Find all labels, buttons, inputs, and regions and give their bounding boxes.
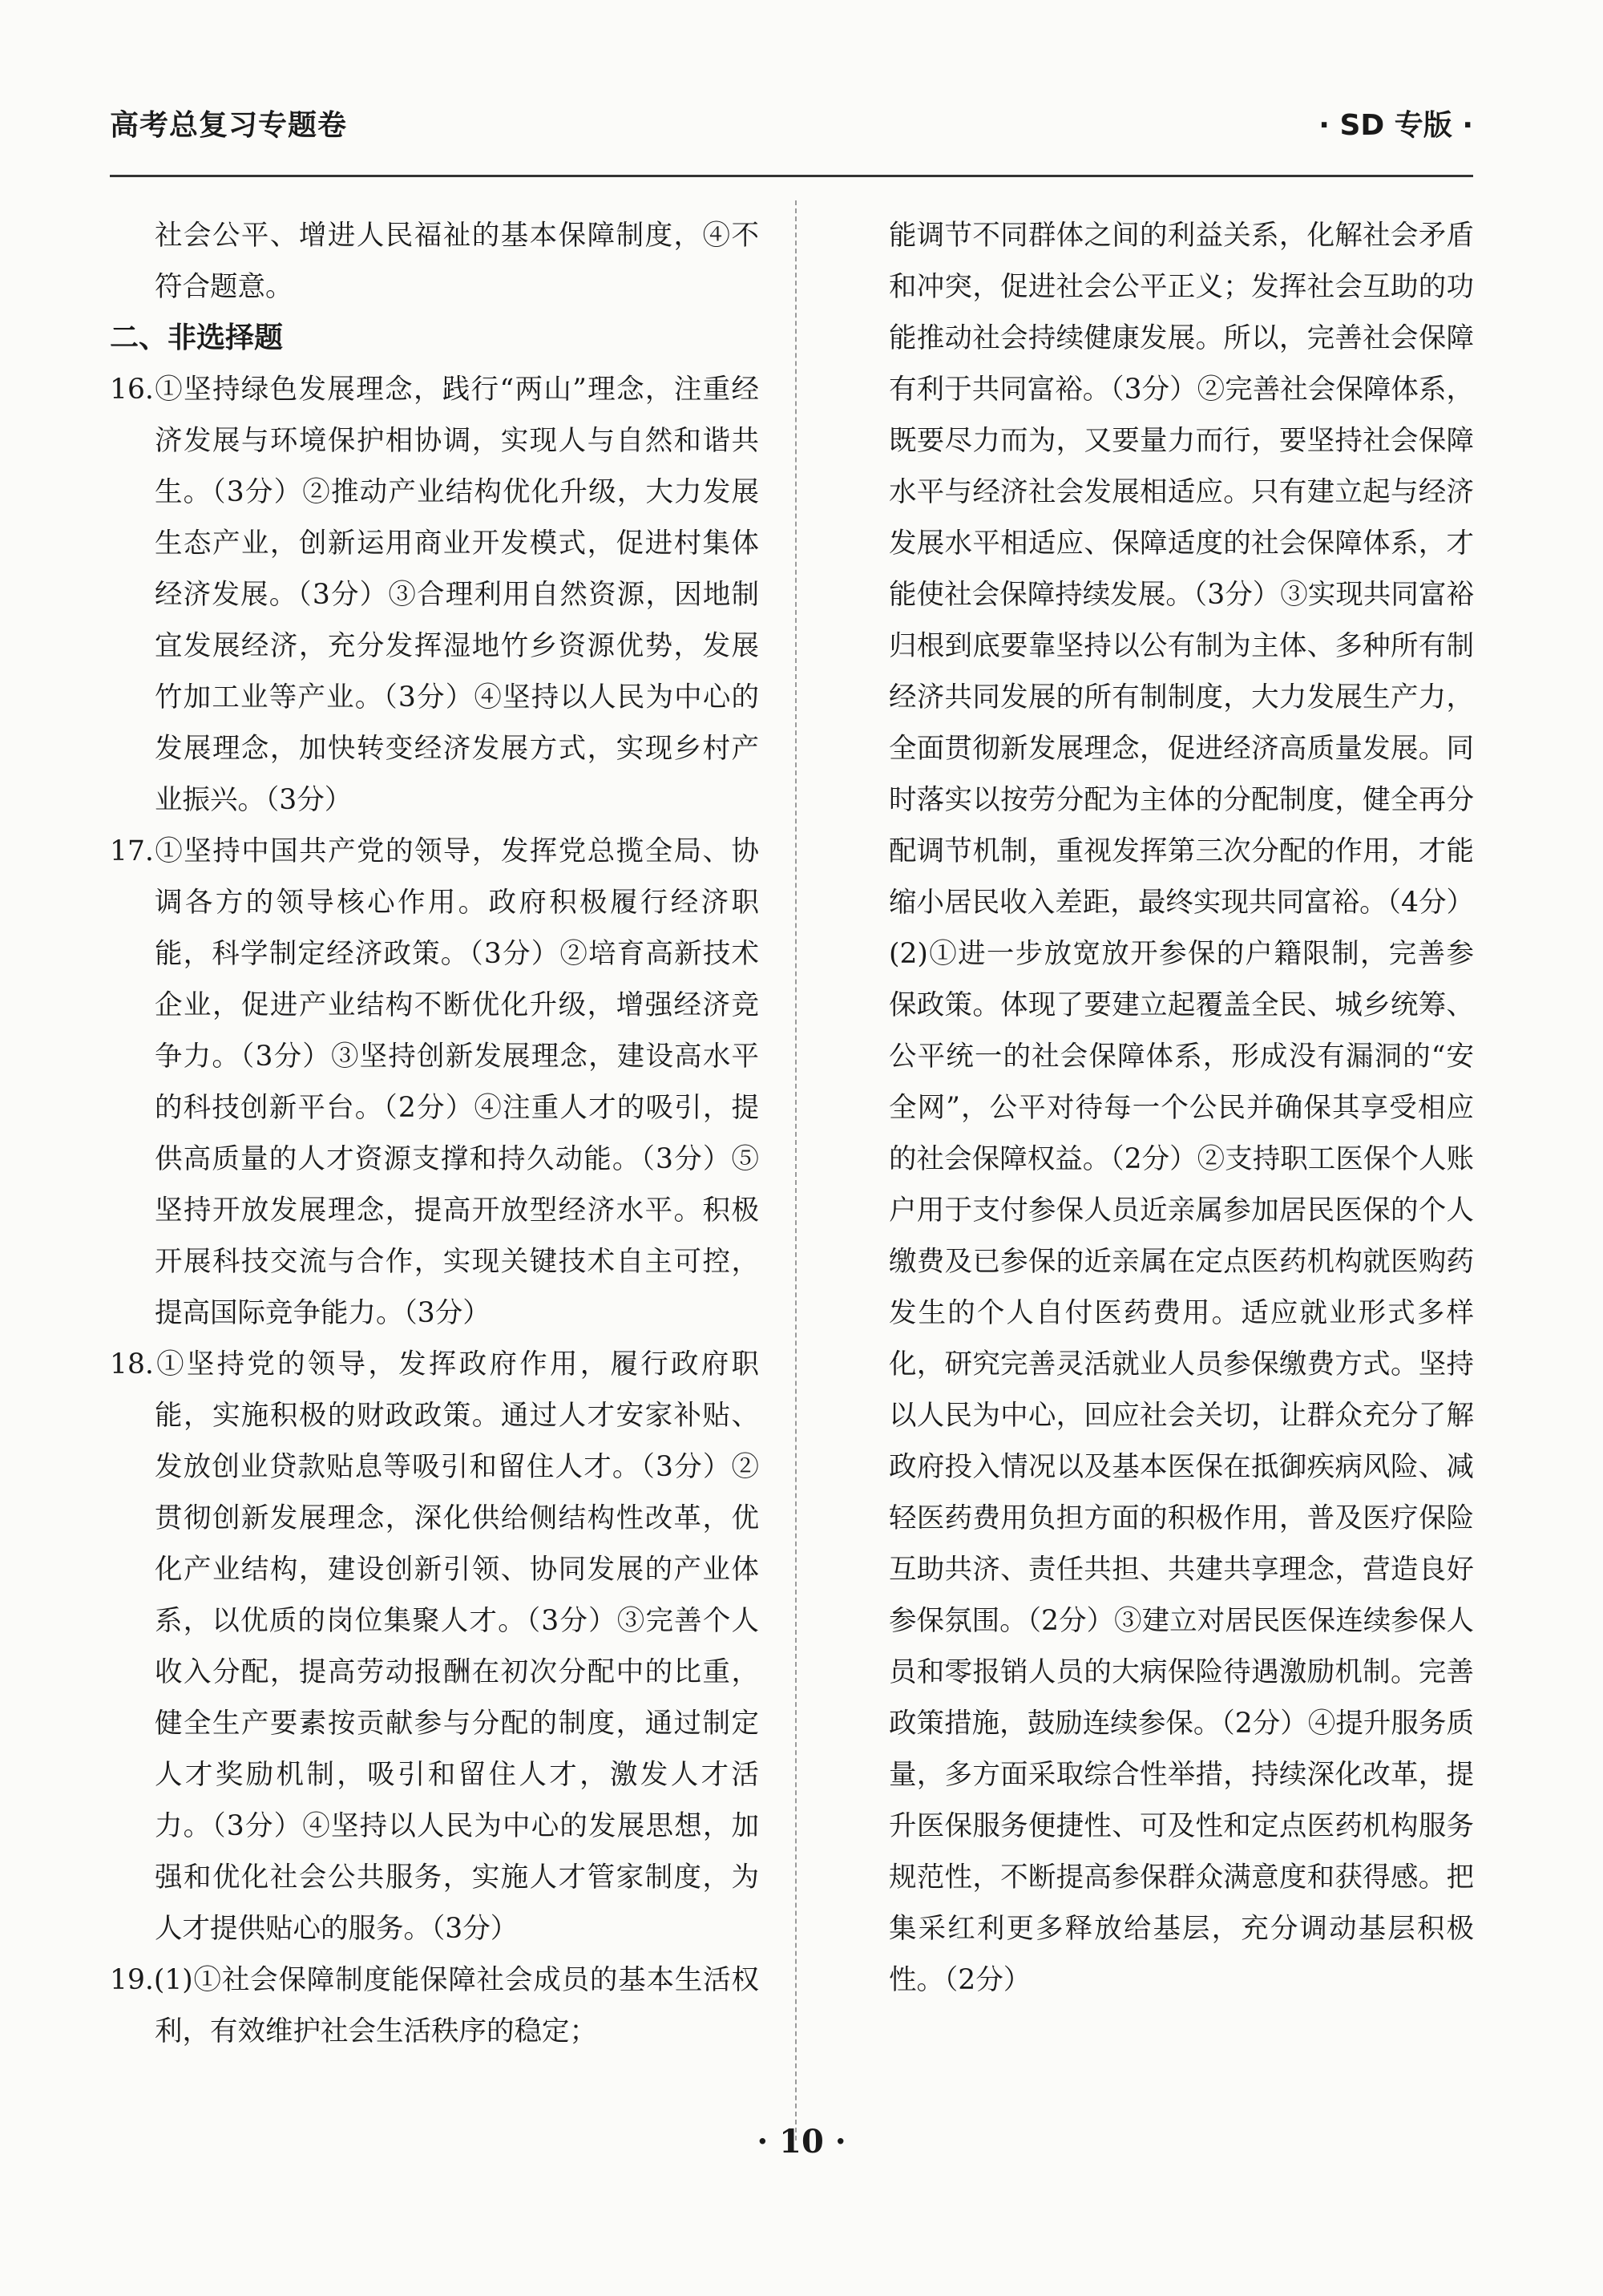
answer-17: 17.①坚持中国共产党的领导，发挥党总揽全局、协调各方的领导核心作用。政府积极履行经济职能，科学制定经济政策。（3分）②培育高新技术企业，促进产业结构不断优化升级，增强经济竞争力。（3分）③坚持创新发展理念，建设高水平的科技创新平台。（2分）④注重人才的吸引，提供高质量的人才资源支撑和持久动能。（3分）⑤坚持开放发展理念，提高开放型经济水平。积极开展科技交流与合作，实现关键技术自主可控，提高国际竞争能力。（3分） xyxy=(110,835,759,1329)
column-divider xyxy=(795,200,797,2140)
section-title: 二、非选择题 xyxy=(110,321,284,354)
page-number: · 10 · xyxy=(757,2123,846,2161)
edition-label: · SD 专版 · xyxy=(1318,109,1473,142)
intro-paragraph: 社会公平、增进人民福祉的基本保障制度，④不符合题意。 xyxy=(155,220,759,303)
answer-18: 18.①坚持党的领导，发挥政府作用，履行政府职能，实施积极的财政政策。通过人才安家补贴、发放创业贷款贴息等吸引和留住人才。（3分）②贯彻创新发展理念，深化供给侧结构性改革，优化产业结构，建设创新引领、协同发展的产业体系，以优质的岗位集聚人才。（3分）③完善个人收入分配，提高劳动报酬在初次分配中的比重，健全生产要素按贡献参与分配的制度，通过制定人才奖励机制，吸引和留住人才，激发人才活力。（3分）④坚持以人民为中心的发展思想，加强和优化社会公共服务，实施人才管家制度，为人才提供贴心的服务。（3分） xyxy=(110,1348,759,1945)
right-column xyxy=(844,210,1474,2006)
left-column xyxy=(110,210,759,2057)
answer-19-part1: 19.(1)①社会保障制度能保障社会成员的基本生活权利，有效维护社会生活秩序的稳定； xyxy=(110,1964,759,2047)
header-title: 高考总复习专题卷 xyxy=(110,109,348,142)
answer-19-continued: 能调节不同群体之间的利益关系，化解社会矛盾和冲突，促进社会公平正义；发挥社会互助的功能推动社会持续健康发展。所以，完善社会保障有利于共同富裕。（3分）②完善社会保障体系，既要尽力而为，又要量力而行，要坚持社会保障水平与经济社会发展相适应。只有建立起与经济发展水平相适应、保障适度的社会保障体系，才能使社会保障持续发展。（3分）③实现共同富裕归根到底要靠坚持以公有制为主体、多种所有制经济共同发展的所有制制度，大力发展生产力，全面贯彻新发展理念，促进经济高质量发展。同时落实以按劳分配为主体的分配制度，健全再分配调节机制，重视发挥第三次分配的作用，才能缩小居民收入差距，最终实现共同富裕。（4分）(2)①进一步放宽放开参保的户籍限制，完善参保政策。体现了要建立起覆盖全民、城乡统筹、公平统一的社会保障体系，形成没有漏洞的“安全网”，公平对待每一个公民并确保其享受相应的社会保障权益。（2分）②支持职工医保个人账户用于支付参保人员近亲属参加居民医保的个人缴费及已参保的近亲属在定点医药机构就医购药发生的个人自付医药费用。适应就业形式多样化，研究完善灵活就业人员参保缴费方式。坚持以人民为中心，回应社会关切，让群众充分了解政府投入情况以及基本医保在抵御疾病风险、减轻医药费用负担方面的积极作用，普及医疗保险互助共济、责任共担、共建共享理念，营造良好参保氛围。（2分）③建立对居民医保连续参保人员和零报销人员的大病保险待遇激励机制。完善政策措施，鼓励连续参保。（2分）④提升服务质量，多方面采取综合性举措，持续深化改革，提升医保服务便捷性、可及性和定点医药机构服务规范性，不断提高参保群众满意度和获得感。把集采红利更多释放给基层，充分调动基层积极性。（2分） xyxy=(889,220,1474,1996)
header-divider xyxy=(110,175,1473,177)
answer-16: 16.①坚持绿色发展理念，践行“两山”理念，注重经济发展与环境保护相协调，实现人与自然和谐共生。（3分）②推动产业结构优化升级，大力发展生态产业，创新运用商业开发模式，促进村集体经济发展。（3分）③合理利用自然资源，因地制宜发展经济，充分发挥湿地竹乡资源优势，发展竹加工业等产业。（3分）④坚持以人民为中心的发展理念，加快转变经济发展方式，实现乡村产业振兴。（3分） xyxy=(110,374,759,816)
